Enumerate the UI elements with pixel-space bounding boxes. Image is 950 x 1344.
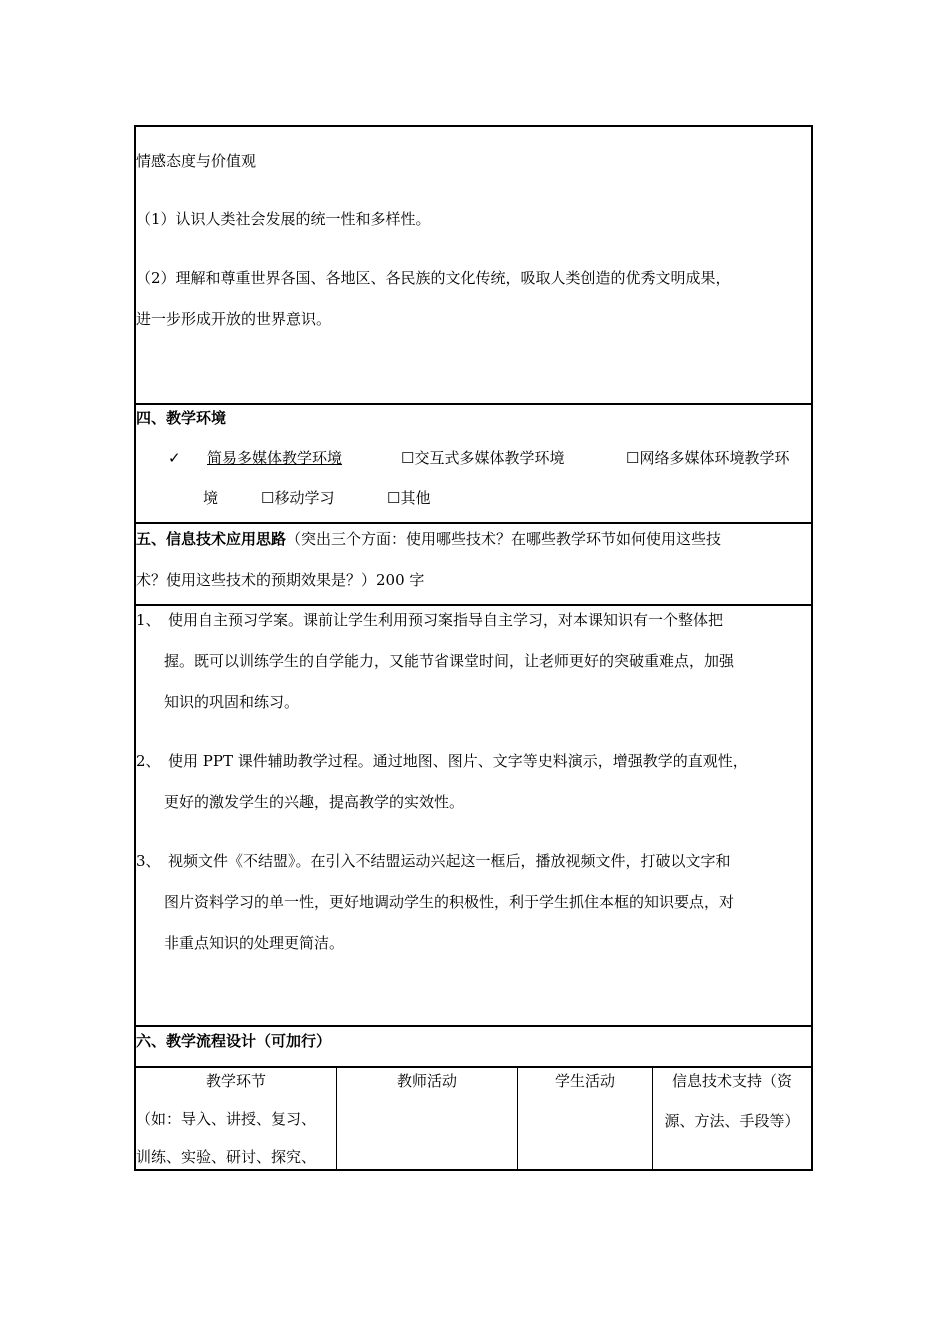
section5-title: 五、信息技术应用思路（突出三个方面：使用哪些技术？在哪些教学环节如何使用这些技 bbox=[136, 530, 722, 548]
env-option-interactive-multimedia[interactable]: ☐交互式多媒体教学环境 bbox=[401, 449, 565, 467]
header-teaching-stage-line-2: （如：导入、讲授、复习、 bbox=[136, 1110, 317, 1128]
emotion-item-2-line-2: 进一步形成开放的世界意识。 bbox=[136, 310, 332, 328]
env-option-simple-multimedia[interactable]: 简易多媒体教学环境 bbox=[207, 449, 343, 467]
section5-item-3-number: 3、 bbox=[136, 852, 161, 870]
emotion-item-2-line-1: （2）理解和尊重世界各国、各地区、各民族的文化传统，吸取人类创造的优秀文明成果， bbox=[136, 269, 731, 287]
section5-item-1-line-1: 使用自主预习学案。课前让学生利用预习案指导自主学习，对本课知识有一个整体把 bbox=[168, 611, 724, 629]
section5-item-1-number: 1、 bbox=[136, 611, 161, 629]
section5-item-2-line-1: 使用 PPT 课件辅助教学过程。通过地图、图片、文字等史料演示，增强教学的直观性， bbox=[168, 752, 748, 770]
env-option-other[interactable]: ☐其他 bbox=[387, 489, 431, 507]
section4-title: 四、教学环境 bbox=[136, 409, 227, 427]
divider-section5 bbox=[134, 522, 813, 524]
section5-item-1-line-3: 知识的巩固和练习。 bbox=[164, 693, 300, 711]
divider-section6-header bbox=[134, 1066, 813, 1068]
env-option-network-multimedia[interactable]: ☐网络多媒体环境教学环 bbox=[626, 449, 790, 467]
header-teacher-activity: 教师活动 bbox=[396, 1072, 457, 1090]
env-option-network-multimedia-cont: 境 bbox=[203, 489, 219, 507]
section5-item-1-line-2: 握。既可以训练学生的自学能力，又能节省课堂时间，让老师更好的突破重难点，加强 bbox=[164, 652, 735, 670]
emotion-heading: 情感态度与价值观 bbox=[136, 152, 257, 170]
divider-section4 bbox=[134, 403, 813, 405]
section5-title-line-2: 术？使用这些技术的预期效果是？）200 字 bbox=[136, 571, 425, 589]
section5-item-3-line-2: 图片资料学习的单一性，更好地调动学生的积极性，利于学生抓住本框的知识要点，对 bbox=[164, 893, 735, 911]
header-student-activity: 学生活动 bbox=[554, 1072, 615, 1090]
section5-item-3-line-3: 非重点知识的处理更简洁。 bbox=[164, 934, 345, 952]
section5-item-2-number: 2、 bbox=[136, 752, 161, 770]
header-it-support-line-2: 源、方法、手段等） bbox=[664, 1112, 800, 1130]
section5-item-3-line-1: 视频文件《不结盟》。在引入不结盟运动兴起这一框后，播放视频文件，打破以文字和 bbox=[168, 852, 731, 870]
emotion-item-1: （1）认识人类社会发展的统一性和多样性。 bbox=[136, 210, 431, 228]
check-icon: ✓ bbox=[168, 449, 181, 467]
header-it-support: 信息技术支持（资 bbox=[671, 1072, 792, 1090]
header-teaching-stage-line-3: 训练、实验、研讨、探究、 bbox=[136, 1148, 317, 1166]
divider-section6 bbox=[134, 1025, 813, 1027]
divider-section5-content bbox=[134, 604, 813, 606]
env-option-mobile-learning[interactable]: ☐移动学习 bbox=[261, 489, 335, 507]
section5-item-2-line-2: 更好的激发学生的兴趣，提高教学的实效性。 bbox=[164, 793, 465, 811]
header-teaching-stage: 教学环节 bbox=[205, 1072, 266, 1090]
section6-title: 六、教学流程设计（可加行） bbox=[136, 1032, 332, 1050]
